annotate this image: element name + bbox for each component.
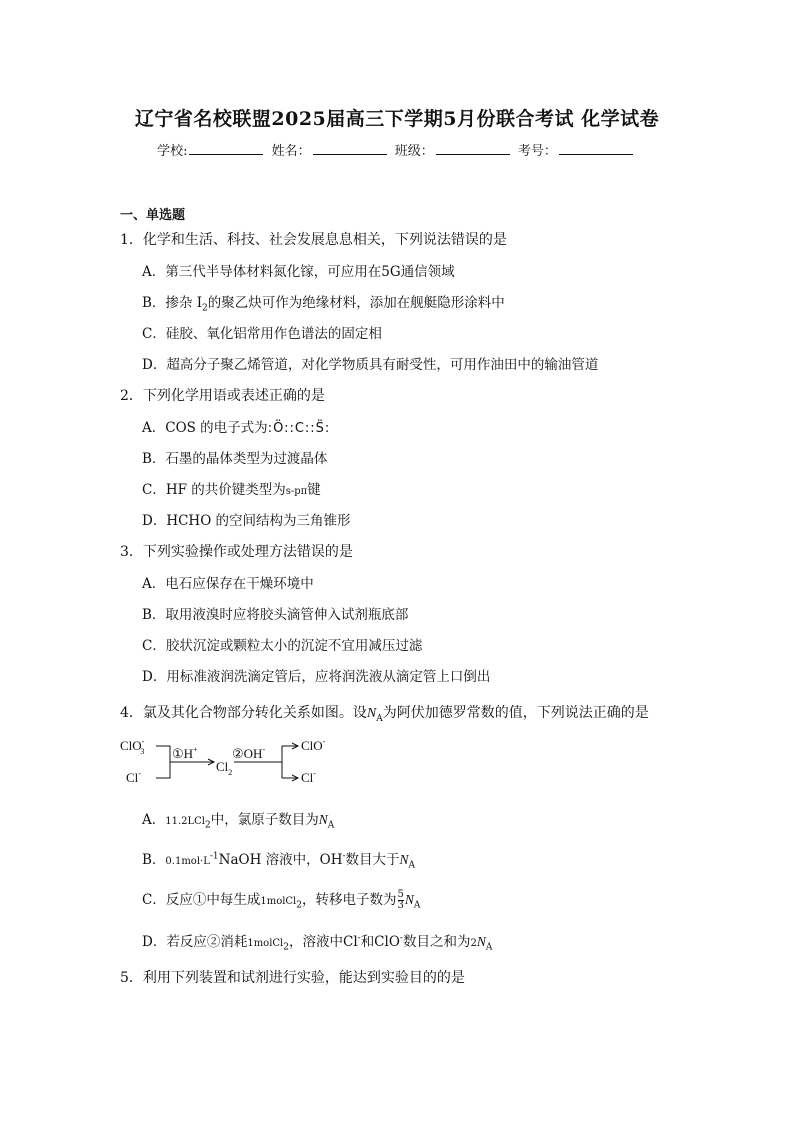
q2-option-a (142, 416, 330, 436)
q4-d-na-sub: A (485, 942, 493, 953)
q1-stem: 1．化学和生活、科技、社会发展息息相关，下列说法错误的是 (120, 232, 507, 248)
q2-option-c (142, 478, 321, 498)
q4-a-na-sub: A (327, 820, 335, 831)
section-heading: 一、单选题 (120, 208, 186, 223)
school-label: 学校: (157, 144, 188, 159)
q4-na: N (366, 706, 377, 721)
q4-d-mid2: 和ClO (360, 934, 400, 950)
q2-c-post: 键 (307, 482, 321, 498)
q5-stem: 5．利用下列装置和试剂进行实验，能达到实验目的的是 (120, 970, 465, 986)
q4-b-val: 0.1mol·L (165, 856, 210, 867)
q4-c-fraction (398, 890, 404, 911)
exam-title: 辽宁省名校联盟2025届高三下学期5月份联合考试 化学试卷 (134, 108, 660, 130)
q3-option-a: A．电石应保存在干燥环境中 (142, 576, 314, 592)
cl-right-label: Cl- (301, 769, 316, 785)
q4-stem (120, 702, 649, 724)
q4-option-d (142, 930, 492, 953)
school-blank[interactable] (189, 142, 263, 155)
q4-c-na-sub: A (413, 900, 421, 911)
q3-stem: 3．下列实验操作或处理方法错误的是 (120, 544, 353, 560)
q4-c-sub: 2 (296, 900, 302, 911)
class-label: 班级： (394, 144, 434, 159)
class-blank[interactable] (436, 142, 510, 155)
q4-c-num: 5 (397, 889, 404, 900)
q4-na-sub: A (376, 713, 383, 724)
cos-lewis-structure: :Ö::C::S̈: (267, 421, 331, 436)
q4-d-pre: D．若反应②消耗 (142, 934, 248, 950)
student-info-line (0, 140, 794, 159)
q4-a-sub: 2 (205, 820, 211, 831)
q4-c-post: ，转移电子数为 (302, 892, 397, 908)
q4-b-mid: NaOH 溶液中，OH (218, 852, 343, 868)
q4-c-den: 3 (397, 900, 404, 911)
q2-option-d: D．HCHO 的空间结构为三角锥形 (142, 513, 351, 529)
q3-option-d: D．用标准液润洗滴定管后，应将润洗液从滴定管上口倒出 (142, 669, 491, 685)
name-label: 姓名： (271, 144, 311, 159)
q4-a-na: N (318, 812, 328, 827)
q4-option-a (142, 808, 334, 831)
clo3-label: ClO-3 (120, 737, 145, 756)
q4-stem-pre: 4．氯及其化合物部分转化关系如图。设 (120, 705, 367, 721)
step1-label: ①H+ (172, 745, 198, 761)
q4-c-pre: C．反应①中每生成 (142, 892, 261, 908)
q1-b-post: 的聚乙炔可作为绝缘材料，添加在舰艇隐形涂料中 (207, 295, 505, 311)
q3-option-c: C．胶状沉淀或颗粒太小的沉淀不宜用减压过滤 (142, 638, 423, 654)
q4-d-val: 1molCl (247, 938, 284, 949)
q2-c-pre: C．HF 的共价键类型为 (142, 482, 286, 498)
q4-d-sup: - (357, 933, 361, 944)
q4-option-b (142, 848, 415, 871)
q1-option-b (142, 291, 505, 314)
q4-d-sub: 2 (283, 942, 289, 953)
exam-number-blank[interactable] (559, 142, 633, 155)
q4-b-sup: -1 (209, 851, 219, 862)
q4-d-post: 数目之和为 (402, 934, 471, 950)
q4-option-c (142, 888, 420, 911)
q4-d-mid: ，溶液中Cl (288, 934, 358, 950)
q4-d-sup2: - (399, 933, 403, 944)
q2-c-bond: s-pπ (285, 486, 308, 497)
cl2-label: $Cl_2$ (216, 759, 233, 777)
q4-stem-post: 为阿伏加德罗常数的值，下列说法正确的是 (382, 705, 649, 721)
q2-stem: 2．下列化学用语或表述正确的是 (120, 388, 325, 404)
q4-c-na: N (404, 892, 414, 907)
q2-option-b: B．石墨的晶体类型为过渡晶体 (142, 451, 328, 467)
q4-d-na: N (476, 934, 486, 949)
step2-label: ②OH- (232, 745, 266, 761)
q4-b-na: N (399, 852, 409, 867)
clo-right-label: ClO- (301, 737, 326, 753)
left-bracket (156, 746, 170, 778)
name-blank[interactable] (313, 142, 387, 155)
q4-a-post: 中，氯原子数目为 (210, 812, 319, 828)
chlorine-conversion-diagram (118, 735, 358, 790)
q1-option-a: A．第三代半导体材料氮化镓，可应用在5G通信领域 (142, 264, 455, 280)
q4-a-pre: A． (142, 812, 166, 828)
q1-option-c: C．硅胶、氧化铝常用作色谱法的固定相 (142, 326, 382, 342)
q4-b-na-sub: A (408, 860, 416, 871)
q2-a-pre: A．COS 的电子式为 (142, 420, 268, 436)
q4-b-sup2: - (342, 851, 346, 862)
q3-option-b: B．取用液溴时应将胶头滴管伸入试剂瓶底部 (142, 607, 409, 623)
conversion-diagram-svg (118, 735, 358, 790)
q4-d-coef: 2 (470, 938, 477, 949)
cl-left-label: Cl- (126, 769, 141, 785)
q4-a-val: 11.2LCl (165, 816, 206, 827)
q4-b-post: 数目大于 (345, 852, 400, 868)
q4-b-pre: B． (142, 852, 166, 868)
q1-option-d: D．超高分子聚乙烯管道，对化学物质具有耐受性，可用作油田中的输油管道 (142, 357, 599, 373)
q4-c-val: 1molCl (260, 896, 297, 907)
q1-b-pre: B．掺杂 I (142, 295, 203, 311)
q1-b-sub: 2 (202, 303, 208, 314)
exam-number-label: 考号： (517, 144, 557, 159)
